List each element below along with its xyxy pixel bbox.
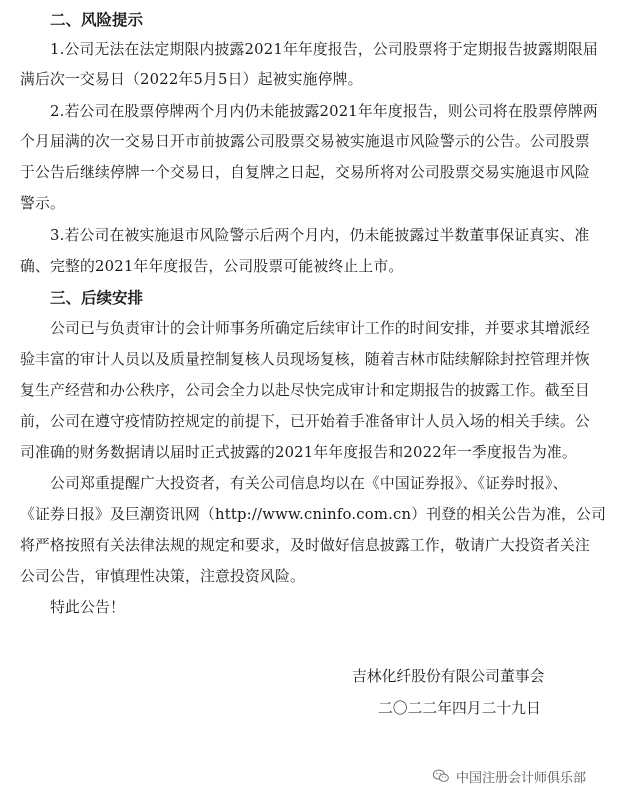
watermark-text: 中国注册会计师俱乐部 bbox=[456, 770, 587, 786]
closing-text: 特此公告！ bbox=[50, 599, 125, 616]
followup-para2-line: 公司公告，审慎理性决策，注意投资风险。 bbox=[20, 568, 305, 585]
followup-para1-line: 前，公司在遵守疫情防控规定的前提下，已开始着手准备审计人员入场的相关手续。公 bbox=[20, 413, 590, 430]
followup-para1-line: 公司已与负责审计的会计师事务所确定后续审计工作的时间安排，并要求其增派经 bbox=[50, 320, 590, 337]
risk-item-2-line: 于公告后继续停牌一个交易日，自复牌之日起，交易所将对公司股票交易实施退市风险 bbox=[20, 164, 590, 181]
section-heading-followup: 三、后续安排 bbox=[50, 289, 144, 307]
risk-item-1-line: 1.公司无法在法定期限内披露2021年年度报告，公司股票将于定期报告披露期限届 bbox=[50, 41, 598, 58]
followup-para2-line: 将严格按照有关法律法规的规定和要求，及时做好信息披露工作，敬请广大投资者关注 bbox=[20, 537, 590, 554]
risk-item-2-line: 2.若公司在股票停牌两个月内仍未能披露2021年年度报告，则公司将在股票停牌两 bbox=[50, 103, 598, 120]
followup-para1-line: 复生产经营和办公秩序，公司会全力以赴尽快完成审计和定期报告的披露工作。截至目 bbox=[20, 382, 590, 399]
followup-para1-line: 司准确的财务数据请以届时正式披露的2021年年度报告和2022年一季度报告为准。 bbox=[20, 444, 577, 461]
risk-item-3-line: 确、完整的2021年年度报告，公司股票可能被终止上市。 bbox=[20, 258, 404, 275]
risk-item-3-line: 3.若公司在被实施退市风险警示后两个月内，仍未能披露过半数董事保证真实、准 bbox=[50, 227, 590, 244]
section-heading-risk: 二、风险提示 bbox=[50, 11, 144, 29]
signature-company: 吉林化纤股份有限公司董事会 bbox=[352, 668, 545, 685]
signature-date: 二〇二二年四月二十九日 bbox=[378, 700, 541, 717]
wechat-icon bbox=[432, 769, 450, 783]
risk-item-2-line: 个月届满的次一交易日开市前披露公司股票交易被实施退市风险警示的公告。公司股票 bbox=[20, 133, 590, 150]
followup-para1-line: 验丰富的审计人员以及质量控制复核人员现场复核，随着吉林市陆续解除封控管理并恢 bbox=[20, 351, 590, 368]
risk-item-1-line: 满后次一交易日（2022年5月5日）起被实施停牌。 bbox=[20, 71, 363, 88]
followup-para2-line: 公司郑重提醒广大投资者，有关公司信息均以在《中国证券报》、《证券时报》、 bbox=[50, 475, 568, 492]
watermark bbox=[432, 766, 586, 786]
risk-item-2-line: 警示。 bbox=[20, 195, 65, 212]
followup-para2-line: 《证券日报》及巨潮资讯网（http://www.cninfo.com.cn）刊登的相关公告为准，公司 bbox=[20, 506, 607, 523]
